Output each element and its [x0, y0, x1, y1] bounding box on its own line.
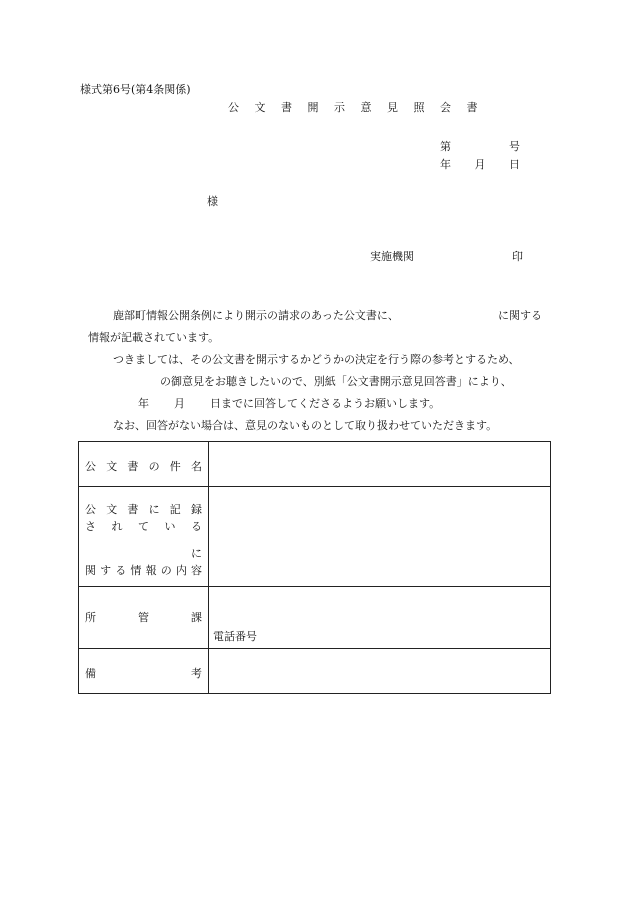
remarks-value-cell: [209, 649, 551, 694]
remarks-label-cell: [79, 649, 209, 694]
info-table: [78, 441, 551, 694]
issuer-label: 実施機関: [370, 250, 414, 263]
body-text: [80, 305, 560, 437]
date-month: 月: [474, 158, 486, 171]
table-row: [79, 649, 551, 694]
remarks-label: 備 考: [85, 667, 202, 680]
deadline-month: 月: [174, 397, 185, 410]
table-row: [79, 487, 551, 587]
body-line-2: 情報が記載されています。: [88, 331, 220, 344]
content-value-cell: [209, 487, 551, 587]
seal-mark: 印: [512, 250, 523, 263]
body-line-6: なお、回答がない場合は、意見のないものとして取り扱わせていただきます。: [113, 419, 498, 432]
table-row: [79, 587, 551, 649]
content-label-line-4: 関 す る 情 報 の 内 容: [85, 564, 202, 577]
content-label-line-1: 公 文 書 に 記 録: [85, 503, 202, 516]
reference-number: [440, 138, 520, 154]
date-day: 日: [509, 158, 520, 171]
reference-number-prefix: 第: [440, 140, 451, 153]
body-line-5: 日までに回答してくださるようお願いします。: [210, 397, 441, 410]
content-label-cell: [79, 487, 209, 587]
addressee-honorific: 様: [207, 195, 218, 208]
body-line-1: 鹿部町情報公開条例により開示の請求のあった公文書に、: [113, 309, 399, 322]
body-line-4: の御意見をお聴きしたいので、別紙「公文書開示意見回答書」により、: [160, 375, 512, 388]
reference-number-suffix: 号: [509, 140, 520, 153]
document-title: 公 文 書 開 示 意 見 照 会 書: [228, 101, 484, 114]
phone-number-label: 電話番号: [213, 630, 257, 643]
subject-value-cell: [209, 442, 551, 487]
table-row: [79, 442, 551, 487]
content-label-line-2: さ れ て い る: [85, 520, 202, 533]
date-year: 年: [440, 158, 451, 171]
deadline-year: 年: [138, 397, 149, 410]
body-line-3: つきましては、その公文書を開示するかどうかの決定を行う際の参考とするため、: [113, 353, 520, 366]
department-label: 所 管 課: [85, 611, 202, 624]
department-value-cell: [209, 587, 551, 649]
subject-label: 公 文 書 の 件 名: [85, 460, 202, 473]
subject-label-cell: [79, 442, 209, 487]
issue-date: [440, 156, 520, 172]
form-number: 様式第6号(第4条関係): [80, 83, 191, 96]
content-label-line-3: に: [191, 547, 202, 560]
body-line-1-suffix: に関する: [498, 309, 542, 322]
department-label-cell: [79, 587, 209, 649]
